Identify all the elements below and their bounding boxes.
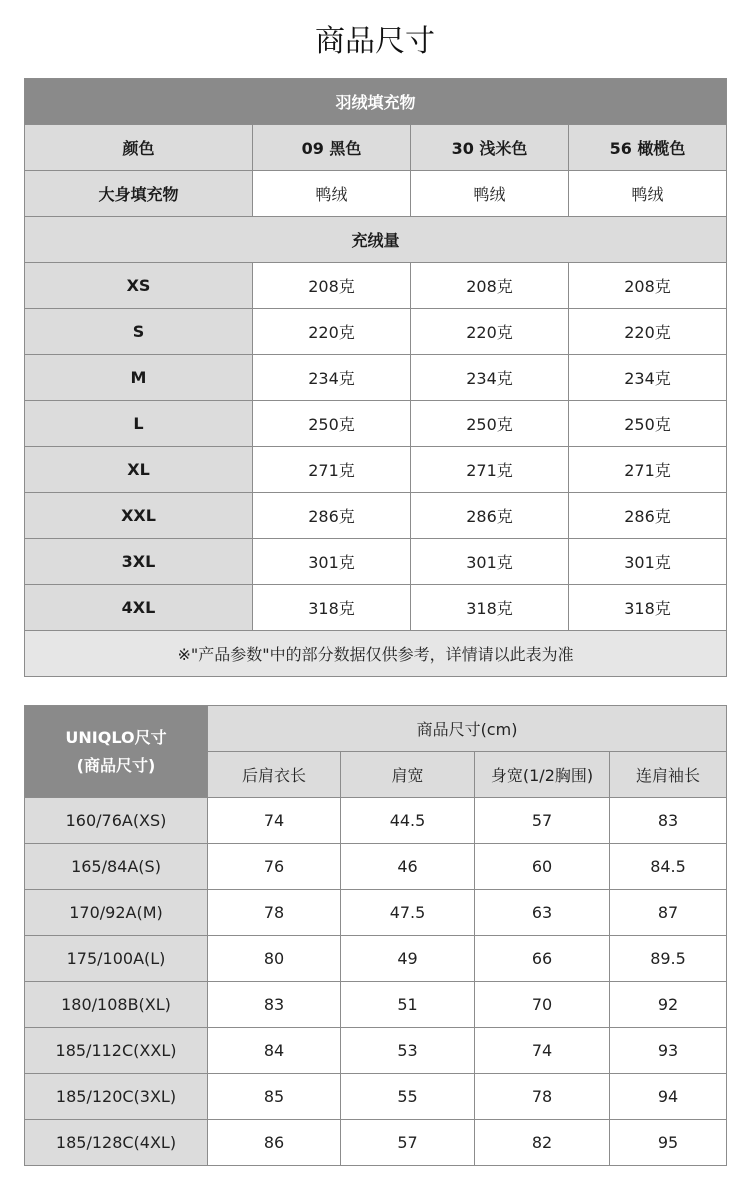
table-cell: 82 <box>475 1120 610 1166</box>
fill-amount-cell: 318克 <box>569 585 727 631</box>
color-cell: 56 橄榄色 <box>569 125 727 171</box>
column-header: 连肩袖长 <box>610 752 727 798</box>
fill-amount-cell: 234克 <box>253 355 411 401</box>
fill-amount-cell: 301克 <box>569 539 727 585</box>
fill-amount-cell: 301克 <box>411 539 569 585</box>
table-row <box>25 1074 727 1120</box>
fill-amount-cell: 208克 <box>253 263 411 309</box>
reference-note: ※"产品参数"中的部分数据仅供参考，详情请以此表为准 <box>25 631 727 677</box>
table-row <box>25 982 727 1028</box>
size-label: 175/100A(L) <box>25 936 208 982</box>
fill-amount-cell: 318克 <box>411 585 569 631</box>
size-label: L <box>25 401 253 447</box>
table-cell: 53 <box>341 1028 475 1074</box>
fill-material-cell: 鸭绒 <box>253 171 411 217</box>
table-cell: 55 <box>341 1074 475 1120</box>
fill-amount-row <box>25 309 727 355</box>
fill-amount-heading: 充绒量 <box>25 217 727 263</box>
table-cell: 46 <box>341 844 475 890</box>
fill-amount-row <box>25 355 727 401</box>
table-cell: 80 <box>208 936 341 982</box>
fill-material-cell: 鸭绒 <box>411 171 569 217</box>
fill-amount-row <box>25 447 727 493</box>
fill-table <box>24 78 727 677</box>
fill-amount-row <box>25 263 727 309</box>
table-row <box>25 936 727 982</box>
table-cell: 89.5 <box>610 936 727 982</box>
table-cell: 70 <box>475 982 610 1028</box>
size-table <box>24 705 727 1166</box>
table-cell: 83 <box>208 982 341 1028</box>
table-cell: 95 <box>610 1120 727 1166</box>
fill-amount-row <box>25 401 727 447</box>
size-label: 3XL <box>25 539 253 585</box>
fill-amount-heading-row <box>25 217 727 263</box>
size-label: XXL <box>25 493 253 539</box>
table-cell: 74 <box>208 798 341 844</box>
table-cell: 84 <box>208 1028 341 1074</box>
table-cell: 85 <box>208 1074 341 1120</box>
table-cell: 66 <box>475 936 610 982</box>
fill-amount-cell: 220克 <box>411 309 569 355</box>
fill-heading: 羽绒填充物 <box>25 79 727 125</box>
fill-amount-cell: 271克 <box>569 447 727 493</box>
color-label: 颜色 <box>25 125 253 171</box>
size-label: S <box>25 309 253 355</box>
size-corner-line1: UNIQLO尺寸 <box>65 727 167 747</box>
column-header: 后肩衣长 <box>208 752 341 798</box>
table-cell: 83 <box>610 798 727 844</box>
table-cell: 49 <box>341 936 475 982</box>
fill-amount-cell: 234克 <box>569 355 727 401</box>
size-label: 165/84A(S) <box>25 844 208 890</box>
fill-amount-row <box>25 539 727 585</box>
table-cell: 78 <box>208 890 341 936</box>
table-cell: 86 <box>208 1120 341 1166</box>
column-header: 肩宽 <box>341 752 475 798</box>
table-row <box>25 798 727 844</box>
fill-amount-cell: 318克 <box>253 585 411 631</box>
size-label: 4XL <box>25 585 253 631</box>
table-cell: 47.5 <box>341 890 475 936</box>
table-cell: 57 <box>341 1120 475 1166</box>
fill-amount-cell: 208克 <box>569 263 727 309</box>
table-cell: 94 <box>610 1074 727 1120</box>
color-cell: 09 黑色 <box>253 125 411 171</box>
fill-amount-cell: 250克 <box>253 401 411 447</box>
size-label: 160/76A(XS) <box>25 798 208 844</box>
size-label: 185/120C(3XL) <box>25 1074 208 1120</box>
table-cell: 63 <box>475 890 610 936</box>
fill-amount-cell: 234克 <box>411 355 569 401</box>
size-label: XS <box>25 263 253 309</box>
color-cell: 30 浅米色 <box>411 125 569 171</box>
fill-amount-cell: 250克 <box>411 401 569 447</box>
size-header-row <box>25 706 727 752</box>
size-label: 180/108B(XL) <box>25 982 208 1028</box>
note-row <box>25 631 727 677</box>
table-cell: 51 <box>341 982 475 1028</box>
table-cell: 92 <box>610 982 727 1028</box>
fill-amount-row <box>25 585 727 631</box>
size-label: M <box>25 355 253 401</box>
table-row <box>25 1028 727 1074</box>
fill-material-cell: 鸭绒 <box>569 171 727 217</box>
table-cell: 44.5 <box>341 798 475 844</box>
size-label: 170/92A(M) <box>25 890 208 936</box>
table-row <box>25 844 727 890</box>
fill-amount-cell: 271克 <box>411 447 569 493</box>
fill-amount-cell: 250克 <box>569 401 727 447</box>
size-label: XL <box>25 447 253 493</box>
page-title: 商品尺寸 <box>315 24 435 59</box>
fill-amount-cell: 286克 <box>569 493 727 539</box>
table-cell: 60 <box>475 844 610 890</box>
table-cell: 76 <box>208 844 341 890</box>
table-row <box>25 1120 727 1166</box>
fill-amount-cell: 208克 <box>411 263 569 309</box>
table-cell: 84.5 <box>610 844 727 890</box>
table-cell: 74 <box>475 1028 610 1074</box>
fill-material-label: 大身填充物 <box>25 171 253 217</box>
size-label: 185/112C(XXL) <box>25 1028 208 1074</box>
table-cell: 93 <box>610 1028 727 1074</box>
column-header: 身宽(1/2胸围) <box>475 752 610 798</box>
fill-amount-cell: 286克 <box>253 493 411 539</box>
color-row <box>25 125 727 171</box>
table-cell: 87 <box>610 890 727 936</box>
table-cell: 57 <box>475 798 610 844</box>
size-corner-line2: (商品尺寸) <box>76 755 156 775</box>
fill-amount-cell: 220克 <box>569 309 727 355</box>
fill-material-row <box>25 171 727 217</box>
fill-amount-cell: 301克 <box>253 539 411 585</box>
fill-heading-row <box>25 79 727 125</box>
size-corner-header <box>25 706 208 798</box>
size-group-heading: 商品尺寸(cm) <box>208 706 727 752</box>
size-label: 185/128C(4XL) <box>25 1120 208 1166</box>
fill-amount-cell: 220克 <box>253 309 411 355</box>
table-cell: 78 <box>475 1074 610 1120</box>
fill-amount-cell: 286克 <box>411 493 569 539</box>
table-row <box>25 890 727 936</box>
fill-amount-row <box>25 493 727 539</box>
fill-amount-cell: 271克 <box>253 447 411 493</box>
